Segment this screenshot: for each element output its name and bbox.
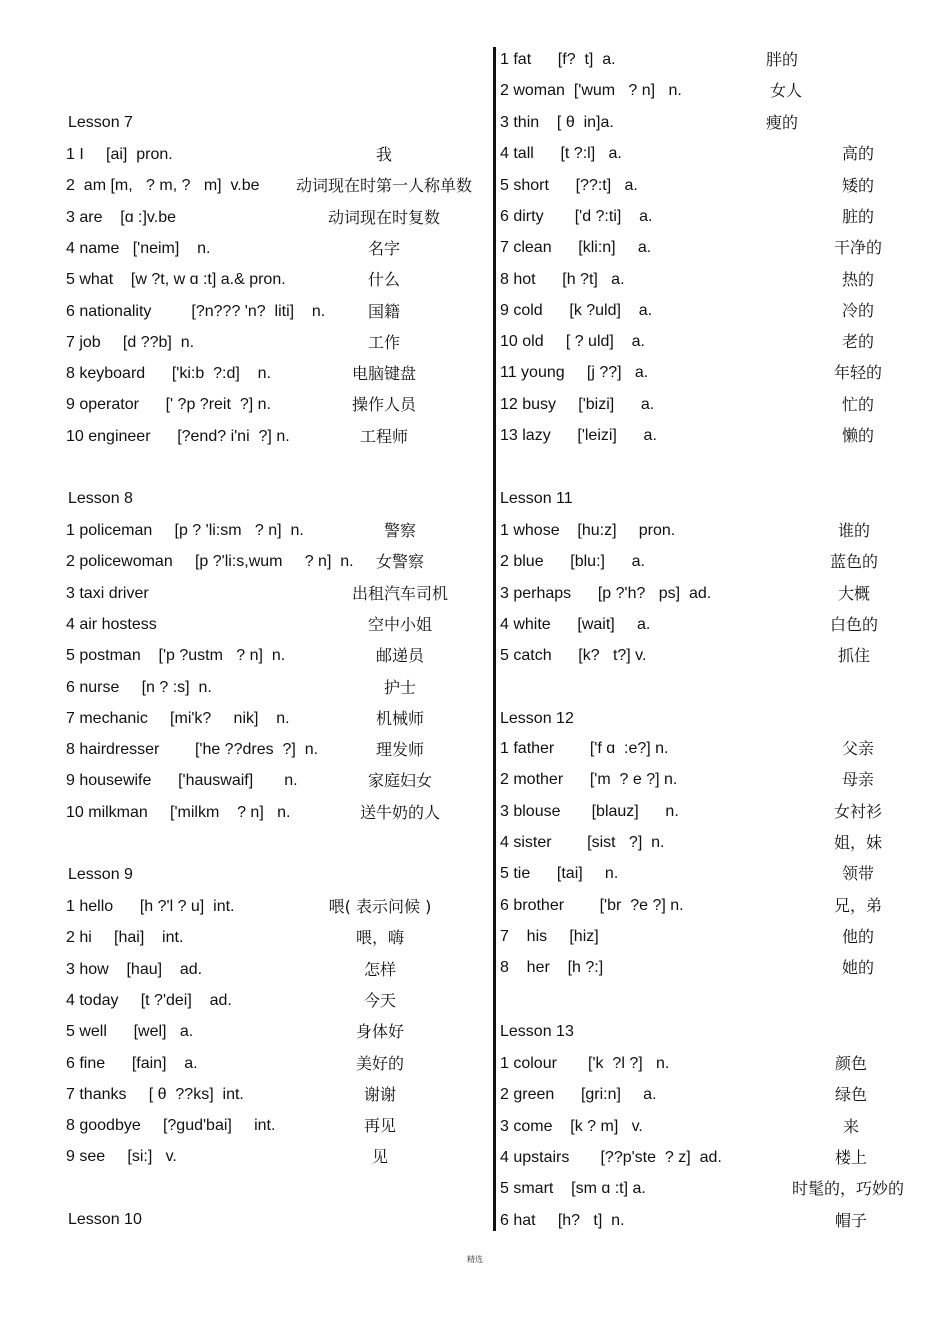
vocab-row [496, 644, 950, 668]
vocab-chinese: 出租汽车司机 [351, 583, 448, 603]
vocab-english: 1 fat [f? t] a. [500, 51, 616, 68]
vocab-english: 7 thanks [ θ ??ks] int. [66, 1085, 244, 1103]
vocab-chinese: 楼上 [834, 1147, 867, 1167]
vocab-english: 11 young [j ??] a. [500, 364, 649, 382]
vocab-row [0, 958, 490, 982]
vocab-english: 8 goodbye [?gud'bai] int. [66, 1117, 276, 1135]
vocab-row [496, 361, 950, 385]
vocab-english: 2 policewoman [p ?'li:s,wum ? n] n. [66, 553, 354, 571]
vocab-row [496, 1177, 950, 1201]
vocab-english: 5 what [w ?t, w ɑ :t] a.& pron. [66, 271, 286, 289]
vocab-row [496, 1115, 950, 1139]
vocab-row [0, 676, 490, 700]
vocab-chinese: 忙的 [841, 394, 874, 414]
vocab-row [496, 800, 950, 824]
vocab-english: 7 his [hiz] [500, 927, 599, 945]
vocab-row [496, 550, 950, 574]
lesson-11-title: Lesson 11 [500, 490, 573, 507]
page-footer: 精选 [467, 1255, 483, 1264]
vocab-row [0, 926, 490, 950]
vocab-english: 2 mother ['m ? e ?] n. [500, 771, 678, 789]
vocab-chinese: 动词现在时第一人称单数 [295, 176, 472, 196]
vocab-row [0, 801, 490, 825]
vocab-chinese: 抓住 [837, 646, 870, 666]
vocab-chinese: 颜色 [834, 1054, 867, 1073]
vocab-chinese: 动词现在时复数 [327, 207, 440, 227]
vocab-chinese: 帽子 [834, 1210, 867, 1230]
vocab-row [496, 1146, 950, 1170]
vocab-english: 4 upstairs [??p'ste ? z] ad. [500, 1148, 722, 1166]
vocab-chinese: 冷的 [841, 300, 874, 320]
vocab-row [496, 894, 950, 918]
vocab-english: 9 operator [' ?p ?reit ?] n. [66, 396, 271, 414]
vocab-chinese: 谁的 [837, 521, 870, 540]
vocab-row [496, 48, 950, 72]
vocab-chinese: 我 [375, 145, 392, 164]
vocab-row [496, 582, 950, 606]
vocab-chinese: 理发师 [375, 740, 424, 760]
vocab-row [496, 268, 950, 292]
vocab-row [496, 519, 950, 543]
vocab-chinese: 脏的 [841, 206, 874, 226]
vocab-english: 9 cold [k ?uld] a. [500, 301, 653, 319]
vocab-english: 3 taxi driver [66, 584, 149, 602]
vocab-row [0, 174, 490, 198]
vocab-row [0, 1114, 490, 1138]
vocab-english: 2 am [m, ? m, ? m] v.be [66, 177, 260, 195]
vocab-english: 4 name ['neim] n. [66, 239, 211, 257]
vocab-english: 7 mechanic [mi'k? nik] n. [66, 709, 290, 727]
vocab-english: 2 hi [hai] int. [66, 929, 184, 947]
vocab-chinese: 母亲 [841, 770, 874, 790]
vocab-chinese: 干净的 [833, 238, 882, 258]
vocab-chinese: 胖的 [765, 50, 798, 69]
vocab-row [0, 707, 490, 731]
vocab-english: 6 brother ['br ?e ?] n. [500, 896, 684, 914]
vocab-english: 1 hello [h ?'l ? u] int. [66, 898, 235, 915]
vocab-english: 6 dirty ['d ?:ti] a. [500, 207, 653, 225]
vocab-english: 4 sister [sist ?] n. [500, 833, 665, 851]
vocab-english: 7 clean [kli:n] a. [500, 239, 652, 257]
vocab-chinese: 女衬衫 [833, 801, 882, 821]
vocab-chinese: 时髦的，巧妙的 [791, 1179, 904, 1199]
vocab-chinese: 热的 [841, 269, 874, 289]
vocab-row [0, 362, 490, 386]
vocab-english: 5 well [wel] a. [66, 1023, 194, 1041]
vocab-english: 6 fine [fain] a. [66, 1054, 198, 1072]
vocab-row [0, 300, 490, 324]
vocab-english: 8 hairdresser ['he ??dres ?] n. [66, 741, 319, 759]
vocab-row [496, 1052, 950, 1076]
vocab-chinese: 警察 [383, 521, 416, 540]
vocab-english: 13 lazy ['leizi] a. [500, 427, 657, 444]
vocab-row [496, 1209, 950, 1233]
vocab-row [0, 989, 490, 1013]
vocab-row [0, 519, 490, 543]
vocab-english: 4 air hostess [66, 615, 157, 633]
vocab-chinese: 美好的 [355, 1053, 404, 1073]
vocab-chinese: 老的 [841, 332, 874, 352]
vocab-chinese: 女警察 [375, 552, 424, 572]
vocab-chinese: 大概 [837, 583, 870, 603]
vocab-row [0, 425, 490, 449]
vocab-english: 2 woman ['wum ? n] n. [500, 82, 682, 100]
vocab-row [496, 142, 950, 166]
vocab-row [0, 738, 490, 762]
vocab-chinese: 操作人员 [351, 395, 416, 415]
vocab-english: 6 nationality [?n??? 'n? liti] n. [66, 302, 326, 320]
vocab-chinese: 工程师 [359, 426, 408, 446]
vocab-row [0, 331, 490, 355]
vocab-row [496, 236, 950, 260]
vocab-chinese: 怎样 [363, 959, 396, 979]
vocab-chinese: 名字 [367, 238, 400, 258]
vocab-row [0, 393, 490, 417]
vocab-chinese: 女人 [769, 81, 802, 101]
vocab-chinese: 领带 [841, 864, 874, 884]
vocab-row [0, 582, 490, 606]
vocab-english: 1 father ['f ɑ :e?] n. [500, 740, 669, 757]
vocab-chinese: 年轻的 [833, 363, 882, 383]
vocab-row [496, 768, 950, 792]
vocab-chinese: 蓝色的 [829, 552, 878, 572]
vocab-row [496, 613, 950, 637]
vocab-english: 3 thin [ θ in]a. [500, 114, 614, 131]
vocab-row [496, 831, 950, 855]
vocab-row [496, 925, 950, 949]
lesson-7-title: Lesson 7 [68, 114, 133, 131]
vocab-english: 9 see [si:] v. [66, 1148, 177, 1166]
vocab-row [0, 1145, 490, 1169]
vocab-english: 5 postman ['p ?ustm ? n] n. [66, 647, 286, 665]
vocab-chinese: 护士 [383, 677, 416, 697]
vocab-row [0, 268, 490, 292]
lesson-10-title: Lesson 10 [68, 1211, 142, 1228]
vocab-chinese: 送牛奶的人 [359, 802, 440, 822]
vocab-english: 5 tie [tai] n. [500, 865, 619, 883]
vocab-row [496, 1083, 950, 1107]
vocab-chinese: 矮的 [841, 175, 874, 195]
vocab-english: 3 blouse [blauz] n. [500, 802, 679, 820]
vocab-chinese: 今天 [363, 990, 396, 1010]
vocab-row [496, 111, 950, 135]
vocab-chinese: 什么 [367, 270, 400, 290]
vocab-chinese: 谢谢 [363, 1084, 396, 1104]
vocab-chinese: 兄，弟 [833, 895, 882, 915]
vocab-chinese: 喂( 表示问候 ) [328, 897, 432, 916]
vocab-english: 5 short [??:t] a. [500, 176, 638, 194]
vocab-row [0, 1020, 490, 1044]
vocab-chinese: 高的 [841, 144, 874, 164]
vocab-row [496, 956, 950, 980]
vocab-english: 9 housewife ['hauswaif] n. [66, 772, 298, 790]
vocab-row [496, 330, 950, 354]
vocab-chinese: 见 [371, 1147, 388, 1167]
vocab-chinese: 机械师 [375, 708, 424, 728]
vocab-chinese: 身体好 [355, 1022, 404, 1042]
vocab-row [496, 79, 950, 103]
vocab-english: 1 I [ai] pron. [66, 146, 173, 163]
vocab-english: 7 job [d ??b] n. [66, 333, 195, 351]
vocab-english: 6 nurse [n ? :s] n. [66, 678, 212, 696]
lesson-12-title: Lesson 12 [500, 710, 574, 727]
vocab-row [0, 237, 490, 261]
vocab-english: 2 green [gri:n] a. [500, 1086, 657, 1104]
vocab-english: 3 perhaps [p ?'h? ps] ad. [500, 584, 712, 602]
vocab-english: 1 colour ['k ?l ?] n. [500, 1055, 670, 1072]
vocab-english: 3 come [k ? m] v. [500, 1117, 643, 1135]
vocab-chinese: 来 [842, 1116, 859, 1136]
vocab-chinese: 工作 [367, 332, 400, 352]
vocab-row [0, 1083, 490, 1107]
vocab-chinese: 懒的 [841, 426, 874, 445]
vocab-english: 1 policeman [p ? 'li:sm ? n] n. [66, 522, 304, 539]
lesson-9-title: Lesson 9 [68, 866, 133, 883]
vocab-row [0, 143, 490, 167]
vocab-english: 6 hat [h? t] n. [500, 1211, 625, 1229]
vocab-row [496, 737, 950, 761]
vocab-english: 2 blue [blu:] a. [500, 553, 645, 571]
vocab-row [0, 613, 490, 637]
vocab-english: 12 busy ['bizi] a. [500, 395, 655, 413]
vocab-english: 4 white [wait] a. [500, 615, 651, 633]
vocab-chinese: 电脑键盘 [351, 364, 416, 384]
vocab-row [0, 895, 490, 919]
vocab-row [0, 550, 490, 574]
vocab-chinese: 姐，妹 [833, 832, 882, 852]
vocab-row [496, 299, 950, 323]
vocab-chinese: 她的 [841, 958, 874, 978]
vocab-row [0, 1052, 490, 1076]
vocab-row [496, 174, 950, 198]
vocab-row [496, 393, 950, 417]
vocab-row [496, 205, 950, 229]
vocab-english: 10 engineer [?end? i'ni ?] n. [66, 427, 290, 445]
vocab-chinese: 瘦的 [765, 113, 798, 132]
vocab-row [0, 644, 490, 668]
lesson-8-title: Lesson 8 [68, 490, 133, 507]
vocab-english: 8 hot [h ?t] a. [500, 270, 625, 288]
vocab-english: 10 milkman ['milkm ? n] n. [66, 803, 291, 821]
vocab-english: 5 smart [sm ɑ :t] a. [500, 1180, 646, 1198]
vocab-english: 10 old [ ? uld] a. [500, 333, 645, 351]
vocab-chinese: 家庭妇女 [367, 771, 432, 791]
vocab-chinese: 白色的 [829, 614, 878, 634]
vocab-chinese: 邮递员 [375, 646, 424, 666]
vocab-chinese: 父亲 [841, 739, 874, 758]
vocab-row [496, 862, 950, 886]
vocab-chinese: 绿色 [834, 1085, 867, 1105]
vocab-chinese: 他的 [841, 926, 874, 946]
vocab-english: 4 today [t ?'dei] ad. [66, 991, 232, 1009]
vocab-english: 5 catch [k? t?] v. [500, 647, 647, 665]
lesson-13-title: Lesson 13 [500, 1023, 574, 1040]
vocab-chinese: 喂，嗨 [355, 928, 404, 948]
vocab-row [0, 206, 490, 230]
vocab-chinese: 再见 [363, 1116, 396, 1136]
vocab-chinese: 空中小姐 [367, 614, 432, 634]
vocab-english: 8 keyboard ['ki:b ?:d] n. [66, 365, 271, 383]
vocab-row [496, 424, 950, 448]
vocab-english: 3 are [ɑ :]v.be [66, 208, 176, 226]
vocab-english: 3 how [hau] ad. [66, 960, 203, 978]
vocab-chinese: 国籍 [367, 301, 400, 321]
vocab-english: 1 whose [hu:z] pron. [500, 522, 676, 539]
vocab-row [0, 769, 490, 793]
vocab-english: 8 her [h ?:] [500, 959, 604, 977]
vocab-english: 4 tall [t ?:l] a. [500, 145, 622, 163]
